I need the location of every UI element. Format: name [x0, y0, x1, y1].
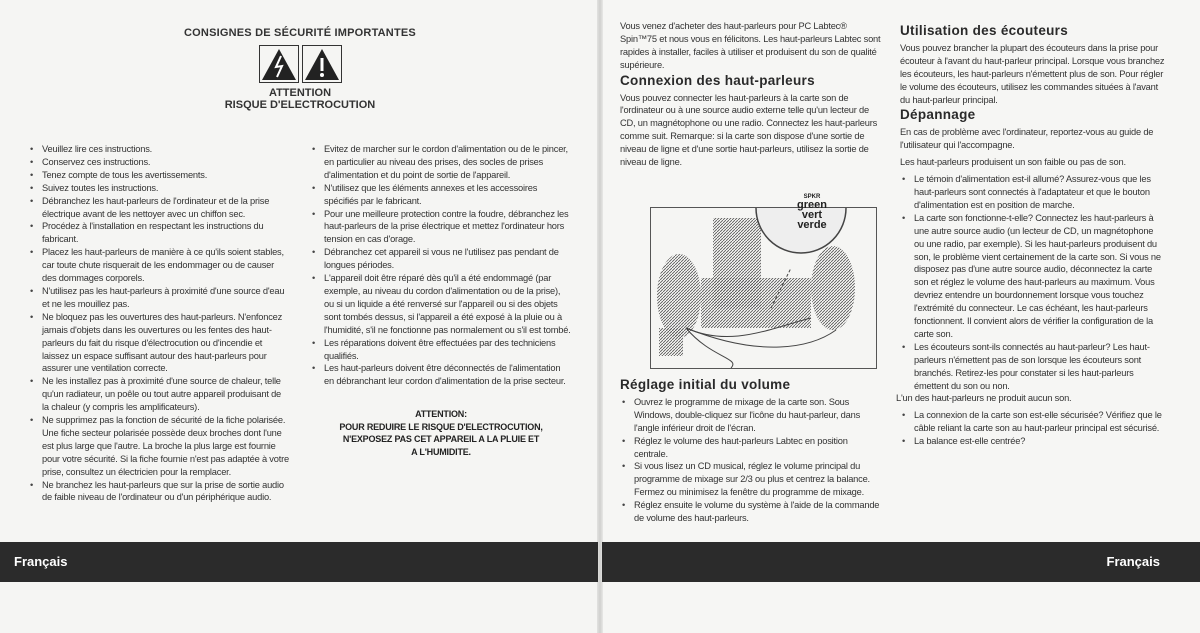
list-item: • Tenez compte de tous les avertissements. — [28, 169, 290, 182]
depannage-text: En cas de problème avec l'ordinateur, reportez-vous au guide de l'utilisateur qui l'accompagne. — [900, 127, 1154, 151]
list-item: • Veuillez lire ces instructions. — [28, 143, 290, 156]
intro-text: Vous venez d'acheter des haut-parleurs pour PC Labtec® Spin™75 et nous vous en félicitons. Les haut-parleurs Labtec sont rapides à installer, faciles à utiliser et produisent du son de qualité supérieure. — [620, 21, 881, 70]
safety-title: CONSIGNES DE SÉCURITÉ IMPORTANTES — [184, 27, 416, 39]
attention-label: ATTENTION — [268, 87, 332, 99]
list-item: • Les haut-parleurs doivent être déconnectés de l'alimentation en débranchant leur cordon d'alimentation de la prise secteur. — [310, 362, 572, 388]
connexion-text: Vous pouvez connecter les haut-parleurs à la carte son de l'ordinateur ou à une source audio externe telle qu'un lecteur de CD, un magnétophone ou une radio. Connectez les haut-parleurs comme suit. Remarque: si la carte son dispose d'une sortie de niveau de ligne et d'une sortie haut-parleurs, utilisez la sortie de niveau de ligne. — [620, 92, 878, 168]
language-label: Français — [14, 554, 68, 569]
right-column-2 — [896, 22, 1165, 448]
list-item: • Les réparations doivent être effectuées par des techniciens qualifiés. — [310, 337, 572, 363]
ecouteurs-heading: Utilisation des écouteurs — [900, 23, 1069, 38]
language-label: Français — [1106, 554, 1160, 569]
list-item: • N'utilisez que les éléments annexes et les accessoires spécifiés par le fabricant. — [310, 182, 572, 208]
list-item: • La carte son fonctionne-t-elle? Connectez les haut-parleurs à une autre source audio (un lecteur de CD, un magnétophone ou une radio, par exemple). Si les haut-parleurs produisent du son, le problème vient certainement de la carte son. Si vous ne disposez pas d'une autre source audio, déconnectez la carte son et réglez le volume des haut-parleurs au maximum. Vous devriez entendre un bourdonnement lorsque vous touchez l'extrémité du connecteur. Le cas échéant, les haut-parleurs fonctionnent. Il convient alors de vérifier la configuration de la carte son. — [900, 212, 1165, 341]
port-labels — [777, 194, 847, 230]
exclamation-warning-icon — [302, 45, 342, 83]
warning-line: N'EXPOSEZ PAS CET APPAREIL A LA PLUIE ET — [342, 434, 540, 445]
list-item: • N'utilisez pas les haut-parleurs à proximité d'une source d'eau et ne les mouillez pas. — [28, 285, 290, 311]
list-item: • Ne branchez les haut-parleurs que sur la prise de sortie audio de faible niveau de l'ordinateur ou d'un périphérique audio. — [28, 479, 290, 505]
footer-band-right — [602, 542, 1200, 582]
list-item: • La connexion de la carte son est-elle sécurisée? Vérifiez que le câble reliant la carte son au haut-parleur principal est sécurisé. — [900, 409, 1165, 435]
depannage-heading: Dépannage — [900, 107, 976, 123]
speaker-setup-illustration — [651, 208, 876, 368]
list-item: • Conservez ces instructions. — [28, 156, 290, 169]
port-label: SPKR — [803, 194, 821, 200]
list-item: • Les écouteurs sont-ils connectés au haut-parleur? Les haut-parleurs n'émettent pas de son lorsque les écouteurs sont branchés. Retirez-les pour constater si les haut-parleurs émettent du son ou non. — [900, 341, 1165, 393]
depannage-text: L'un des haut-parleurs ne produit aucun son. — [896, 393, 1072, 404]
list-item: • Pour une meilleure protection contre la foudre, débranchez les haut-parleurs de la prise électrique et mettez l'ordinateur hors tension en cas d'orage. — [310, 208, 572, 247]
safety-header — [140, 27, 460, 111]
right-column-1 — [620, 20, 882, 169]
warning-line: ATTENTION: — [415, 409, 467, 420]
list-item: • Ouvrez le programme de mixage de la carte son. Sous Windows, double-cliquez sur l'icône du haut-parleur, dans l'angle inférieur droit de l'écran. — [620, 396, 882, 435]
list-item: • L'appareil doit être réparé dès qu'il a été endommagé (par exemple, au niveau du cordon d'alimentation ou de la prise), ou si un liquide a été renversé sur l'appareil ou si des objets sont tombés dessus, si l'appareil a été exposé à la pluie ou à l'humidité, s'il ne fonctionne pas normalement ou s'il est tombé. — [310, 272, 572, 337]
list-item: • Evitez de marcher sur le cordon d'alimentation ou de le pincer, en particulier au niveau des prises, des socles de prises d'alimentation et du point de sortie de l'appareil. — [310, 143, 572, 182]
ecouteurs-text: Vous pouvez brancher la plupart des écouteurs dans la prise pour écouteur à l'avant du haut-parleur principal. Lorsque vous branchez les écouteurs, les haut-parleurs n'émettent plus de son. Pour régler le volume des écouteurs, utilisez les commandes situées à l'avant du haut-parleur principal. — [900, 42, 1165, 105]
lightning-warning-icon — [259, 45, 299, 83]
safety-column-1 — [28, 143, 290, 504]
list-item: • Réglez le volume des haut-parleurs Labtec en position centrale. — [620, 435, 882, 461]
list-item: • La balance est-elle centrée? — [900, 435, 1165, 448]
warning-line: POUR REDUIRE LE RISQUE D'ELECTROCUTION, — [339, 421, 543, 432]
color-label: green — [797, 199, 827, 211]
list-item: • Ne les installez pas à proximité d'une source de chaleur, telle qu'un radiateur, un poêle ou tout autre appareil produisant de la chaleur (y compris les amplificateurs). — [28, 375, 290, 414]
list-item: • Réglez ensuite le volume du système à l'aide de la commande de volume des haut-parleurs. — [620, 499, 882, 525]
footer-band-left — [0, 542, 598, 582]
list-item: • Si vous lisez un CD musical, réglez le volume principal du programme de mixage sur 2/3 ou plus et centrez la balance. Fermez ou minimisez la fenêtre du programme de mixage. — [620, 460, 882, 499]
connection-diagram — [650, 194, 877, 369]
volume-section — [620, 376, 882, 525]
risk-subtitle: RISQUE D'ELECTROCUTION — [224, 99, 376, 111]
list-item: • Débranchez cet appareil si vous ne l'utilisez pas pendant de longues périodes. — [310, 246, 572, 272]
warning-line: A L'HUMIDITE. — [411, 446, 471, 457]
list-item: • Procédez à l'installation en respectant les instructions du fabricant. — [28, 220, 290, 246]
connexion-heading: Connexion des haut-parleurs — [620, 72, 815, 88]
list-item: • Ne bloquez pas les ouvertures des haut-parleurs. N'enfoncez jamais d'objets dans les ouvertures ou les fentes des haut-parleurs du fait du risque d'électrocution ou d'incendie et laissez un espace suffisant autour des haut-parleurs pour assurer une ventilation correcte. — [28, 311, 290, 376]
list-item: • Ne supprimez pas la fonction de sécurité de la fiche polarisée. Une fiche secteur polarisée possède deux broches dont l'une est plus large que l'autre. La broche la plus large est fournie pour votre sécurité. Si la fiche fournie n'est pas adaptée à votre prise, consultez un électricien pour la remplacer. — [28, 414, 290, 479]
list-item: • Placez les haut-parleurs de manière à ce qu'ils soient stables, car toute chute risquerait de les endommager ou de causer des dommages corporels. — [28, 246, 290, 285]
color-label: vert — [801, 209, 823, 221]
list-item: • Débranchez les haut-parleurs de l'ordinateur et de la prise électrique avant de les nettoyer avec un chiffon sec. — [28, 195, 290, 221]
depannage-text: Les haut-parleurs produisent un son faible ou pas de son. — [900, 157, 1126, 168]
electrocution-warning — [310, 408, 572, 458]
list-item: • Suivez toutes les instructions. — [28, 182, 290, 195]
reglage-heading: Réglage initial du volume — [620, 377, 791, 392]
page-fold — [597, 0, 603, 633]
list-item: • Le témoin d'alimentation est-il allumé? Assurez-vous que les haut-parleurs sont connectés à l'adaptateur et que le bouton d'alimentation est en position de marche. — [900, 173, 1165, 212]
safety-column-2 — [310, 143, 572, 458]
color-label: verde — [797, 219, 827, 231]
